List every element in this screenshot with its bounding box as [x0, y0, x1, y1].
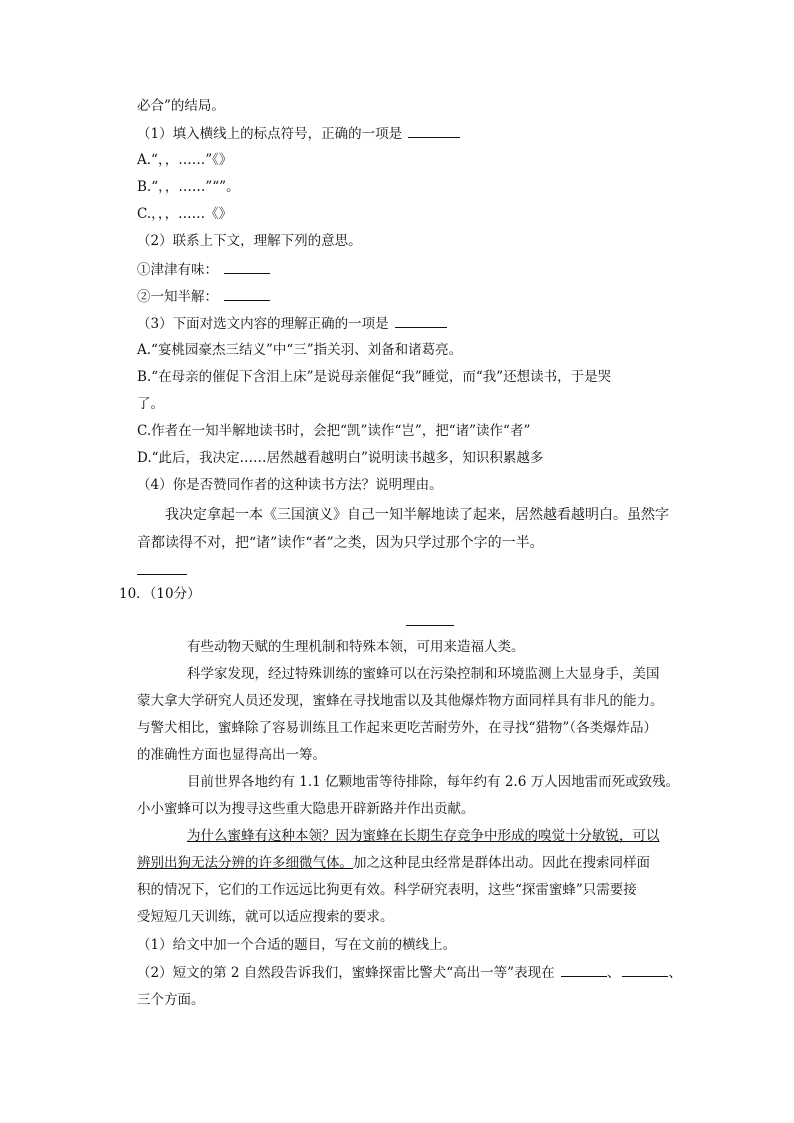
separator: 、 [668, 965, 682, 981]
option-d: D.“此后，我决定……居然越看越明白”说明读书越多，知识积累越多 [137, 450, 544, 466]
q9-part4-question: （4）你是否赞同作者的这种读书方法？说明理由。 [137, 477, 443, 493]
answer-blank[interactable] [137, 574, 187, 575]
answer-blank[interactable] [408, 123, 460, 138]
answer-blank[interactable] [224, 286, 270, 301]
answer-blank[interactable] [395, 313, 447, 328]
q9-part1-question: （1）填入横线上的标点符号，正确的一项是 [137, 126, 403, 142]
q10-part2-question: （2）短文的第 2 自然段告诉我们，蜜蜂探雷比警犬“高出一等”表现在 [137, 965, 555, 981]
term-label: ①津津有味： [137, 262, 218, 278]
q9-part2-item [137, 286, 270, 307]
q10-part1: （1）给文中加一个合适的题目，写在文前的横线上。 [137, 937, 457, 953]
option-c: C.作者在一知半解地读书时，会把“凯”读作“岂”，把“诸”读作“者” [137, 423, 531, 439]
option-b: B.“，，……”“”。 [137, 179, 240, 195]
q9-part2-question: （2）联系上下文，理解下列的意思。 [137, 233, 362, 249]
q9-part2-item [137, 259, 270, 280]
q10-header: 10．（10分） [119, 586, 201, 602]
underlined-sentence: 为什么蜜蜂有这种本领？因为蜜蜂在长期生存竞争中形成的嗅觉十分敏锐，可以 [187, 828, 660, 844]
q10-part2-line [137, 962, 682, 983]
option-c: C.，，，……《》 [137, 206, 233, 222]
q10-passage-line: 的准确性方面也显得高出一筹。 [137, 747, 326, 763]
q10-passage-line: 积的情况下，它们的工作远远比狗更有效。科学研究表明，这些“探雷蜜蜂”只需要接 [137, 882, 637, 898]
q10-passage-line: 有些动物天赋的生理机制和特殊本领，可用来造福人类。 [187, 639, 525, 655]
q9-passage-line: 我决定拿起一本《三国演义》自己一知半解地读了起来，居然越看越明白。虽然字 [165, 507, 669, 523]
option-a: A.“，，……”《》 [137, 152, 233, 168]
option-b: B.“在母亲的催促下含泪上床”是说母亲催促“我”睡觉，而“我”还想读书，于是哭 [137, 369, 612, 385]
q10-passage-text: 加之这种昆虫经常是群体出动。因此在搜索同样面 [353, 855, 650, 871]
answer-blank[interactable] [561, 962, 607, 977]
term-label: ②一知半解： [137, 289, 218, 305]
q10-passage-line: 小小蜜蜂可以为搜寻这些重大隐患开辟新路并作出贡献。 [137, 801, 475, 817]
answer-blank[interactable] [622, 962, 668, 977]
q9-passage-line: 音都读得不对，把“诸”读作“者”之类，因为只学过那个字的一半。 [137, 535, 544, 551]
q9-part1-line [137, 123, 460, 144]
title-blank[interactable] [406, 625, 454, 626]
underlined-sentence: 辨别出狗无法分辨的许多细微气体。 [137, 855, 353, 871]
option-a: A.“宴桃园豪杰三结义”中“三”指关羽、刘备和诸葛亮。 [137, 342, 463, 358]
q10-passage-line: 科学家发现，经过特殊训练的蜜蜂可以在污染控制和环境监测上大显身手，美国 [187, 666, 660, 682]
separator: 、 [606, 965, 621, 981]
option-b-continued: 了。 [137, 396, 164, 412]
q10-passage-line: 目前世界各地约有 1.1 亿颗地雷等待排除，每年约有 2.6 万人因地雷而死或致残。 [187, 774, 680, 790]
q10-passage-line: 蒙大拿大学研究人员还发现，蜜蜂在寻找地雷以及其他爆炸物方面同样具有非凡的能力。 [137, 693, 664, 709]
q10-passage-line: 与警犬相比，蜜蜂除了容易训练且工作起来更吃苦耐劳外，在寻找“猎物”（各类爆炸品） [137, 720, 658, 736]
q10-passage-line: 受短短几天训练，就可以适应搜索的要求。 [137, 909, 394, 925]
intro-tail: 必合”的结局。 [137, 98, 225, 114]
answer-blank[interactable] [224, 259, 270, 274]
q9-part3-line [137, 313, 447, 334]
q10-passage-line [137, 853, 650, 873]
q10-part2-tail: 三个方面。 [137, 992, 205, 1008]
q9-part3-question: （3）下面对选文内容的理解正确的一项是 [137, 316, 389, 332]
